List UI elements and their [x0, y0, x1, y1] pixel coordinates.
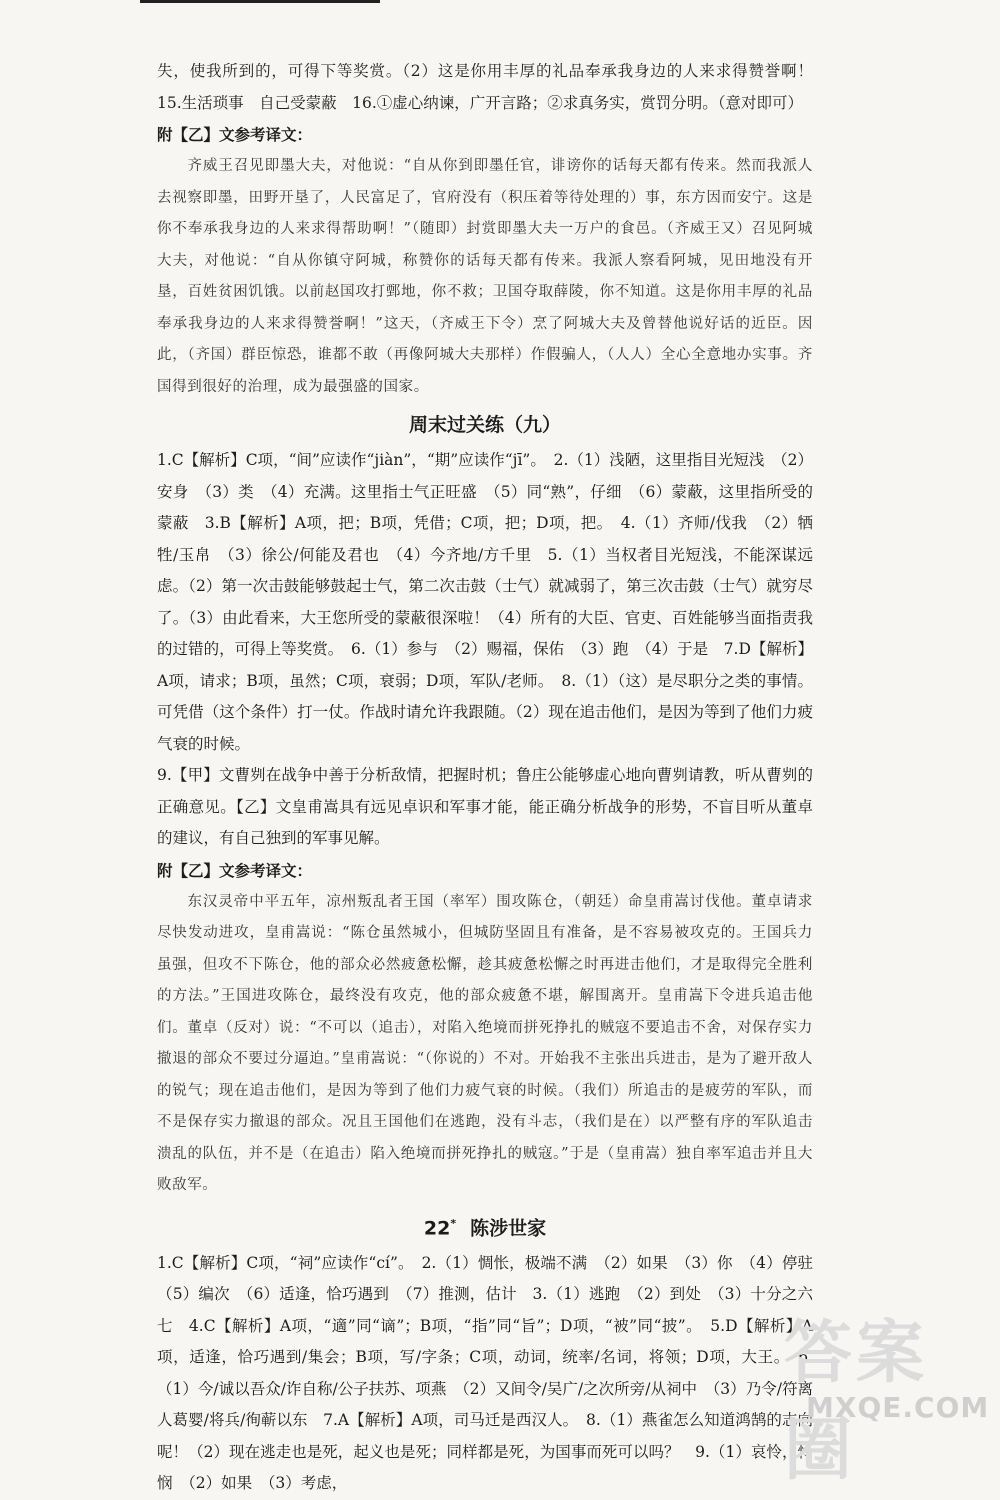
lesson-title: 陈涉世家 — [470, 1216, 547, 1239]
lesson-heading — [157, 1204, 813, 1248]
translation-label: 附【乙】文参考译文： — [157, 860, 313, 880]
answer-paragraph: 失，使我所到的，可得下等奖赏。（2）这是你用丰厚的礼品奉承我身边的人来求得赞誉啊！ 15.生活琐事 自己受蒙蔽 16.①虚心纳谏，广开言路；②求真务实，赏罚分明。（意对即可） — [157, 62, 829, 112]
translation-paragraph: 齐威王召见即墨大夫，对他说：“自从你到即墨任官，诽谤你的话每天都有传来。然而我派人去视察即墨，田野开垦了，人民富足了，官府没有（积压着等待处理的）事，东方因而安宁。这是你不奉承我身边的人来求得帮助啊！”（随即）封赏即墨大夫一万户的食邑。（齐威王又）召见阿城大夫，对他说：“自从你镇守阿城，称赞你的话每天都有传来。我派人察看阿城，见田地没有开垦，百姓贫困饥饿。以前赵国攻打鄄地，你不救；卫国夺取薛陵，你不知道。这是你用丰厚的礼品奉承我身边的人来求得赞誉啊！”这天，（齐威王下令）烹了阿城大夫及曾替他说好话的近臣。因此，（齐国）群臣惊恐，谁都不敢（再像阿城大夫那样）作假骗人，（人人）全心全意地办实事。齐国得到很好的治理，成为最强盛的国家。 — [157, 158, 813, 395]
lesson-number: 22 — [423, 1216, 451, 1239]
document-page — [157, 56, 829, 1500]
answer-paragraph: 1.C【解析】C项，“间”应读作“jiàn”，“期”应读作“jī”。 2.（1）浅陋，这里指目光短浅 （2）安身 （3）类 （4）充满。这里指士气正旺盛 （5）同“熟”，仔细 （6）蒙蔽，这里指所受的蒙蔽 3.B【解析】A项，把；B项，凭借；C项，把；D项，把。 4.（1）齐师/伐我 （2）牺牲/玉帛 （3）徐公/何能及君也 （4）今齐地/方千里 5.（1）当权者目光短浅，不能深谋远虑。（2）第一次击鼓能够鼓起士气，第二次击鼓（士气）就减弱了，第三次击鼓（士气）就穷尽了。（3）由此看来，大王您所受的蒙蔽很深啦！（4）所有的大臣、官吏、百姓能够当面指责我的过错的，可得上等奖赏。 6.（1）参与 （2）赐福，保佑 （3）跑 （4）于是 7.D【解析】A项，请求；B项，虽然；C项，衰弱；D项，军队/老师。 8.（1）（这）是尽职分之类的事情。可凭借（这个条件）打一仗。作战时请允许我跟随。（2）现在追击他们，是因为等到了他们力疲气衰的时候。 — [157, 451, 813, 753]
section-heading — [157, 405, 813, 445]
answer-paragraph: 1.C【解析】C项，“祠”应读作“cí”。 2.（1）惆怅，极端不满 （2）如果 （3）你 （4）停驻 （5）编次 （6）适逢，恰巧遇到 （7）推测，估计 3.（1）逃跑 （2）到处 （3）十分之六七 4.C【解析】A项，“適”同“谪”；B项，“指”同“旨”；D项，“被”同“披”。 5.D【解析】A项，适逢，恰巧遇到/集会；B项，写/字条；C项，动词，统率/名词，将领；D项，大王。 6.（1）今/诚以吾众/诈自称/公子扶苏、项燕 （2）又间令/吴广/之次所旁/从祠中 （3）乃令/符离人葛婴/将兵/徇蕲以东 7.A【解析】A项，司马迁是西汉人。 8.（1）燕雀怎么知道鸿鹄的志向呢！（2）现在逃走也是死，起义也是死；同样都是死，为国事而死可以吗？ 9.（1）哀怜，怜悯 （2）如果 （3）考虑， — [157, 1253, 829, 1493]
answer-paragraph: 9.【甲】文曹刿在战争中善于分析敌情，把握时机；鲁庄公能够虚心地向曹刿请教，听从曹刿的正确意见。【乙】文皇甫嵩具有远见卓识和军事才能，能正确分析战争的形势，不盲目听从董卓的建议，有自己独到的军事见解。 — [157, 766, 813, 847]
top-rule — [140, 0, 380, 3]
watermark-logo-text: 答案圈 — [784, 1314, 929, 1490]
section-heading-text: 周末过关练（九） — [408, 414, 561, 436]
translation-paragraph: 东汉灵帝中平五年，凉州叛乱者王国（率军）围攻陈仓，（朝廷）命皇甫嵩讨伐他。董卓请求尽快发动进攻，皇甫嵩说：“陈仓虽然城小，但城防坚固且有准备，是不容易被攻克的。王国兵力虽强，但攻不下陈仓，他的部众必然疲惫松懈，趁其疲惫松懈之时再进击他们，才是取得完全胜利的方法。”王国进攻陈仓，最终没有攻克，他的部众疲惫不堪，解围离开。皇甫嵩下令进兵追击他们。董卓（反对）说：“不可以（追击），对陷入绝境而拼死挣扎的贼寇不要追击不舍，对保存实力撤退的部众不要过分逼迫。”皇甫嵩说：“（你说的）不对。开始我不主张出兵进击，是为了避开敌人的锐气；现在追击他们，是因为等到了他们力疲气衰的时候。（我们）所追击的是疲劳的军队，而不是保存实力撤退的部众。况且王国他们在逃跑，没有斗志，（我们是在）以严整有序的军队追击溃乱的队伍，并不是（在追击）陷入绝境而拼死挣扎的贼寇。”于是（皇甫嵩）独自率军追击并且大败敌军。 — [157, 893, 813, 1193]
watermark — [736, 1299, 990, 1490]
translation-label: 附【乙】文参考译文： — [157, 125, 313, 144]
lesson-mark: * — [450, 1216, 457, 1230]
watermark-url: MXQE.COM — [806, 1391, 990, 1424]
